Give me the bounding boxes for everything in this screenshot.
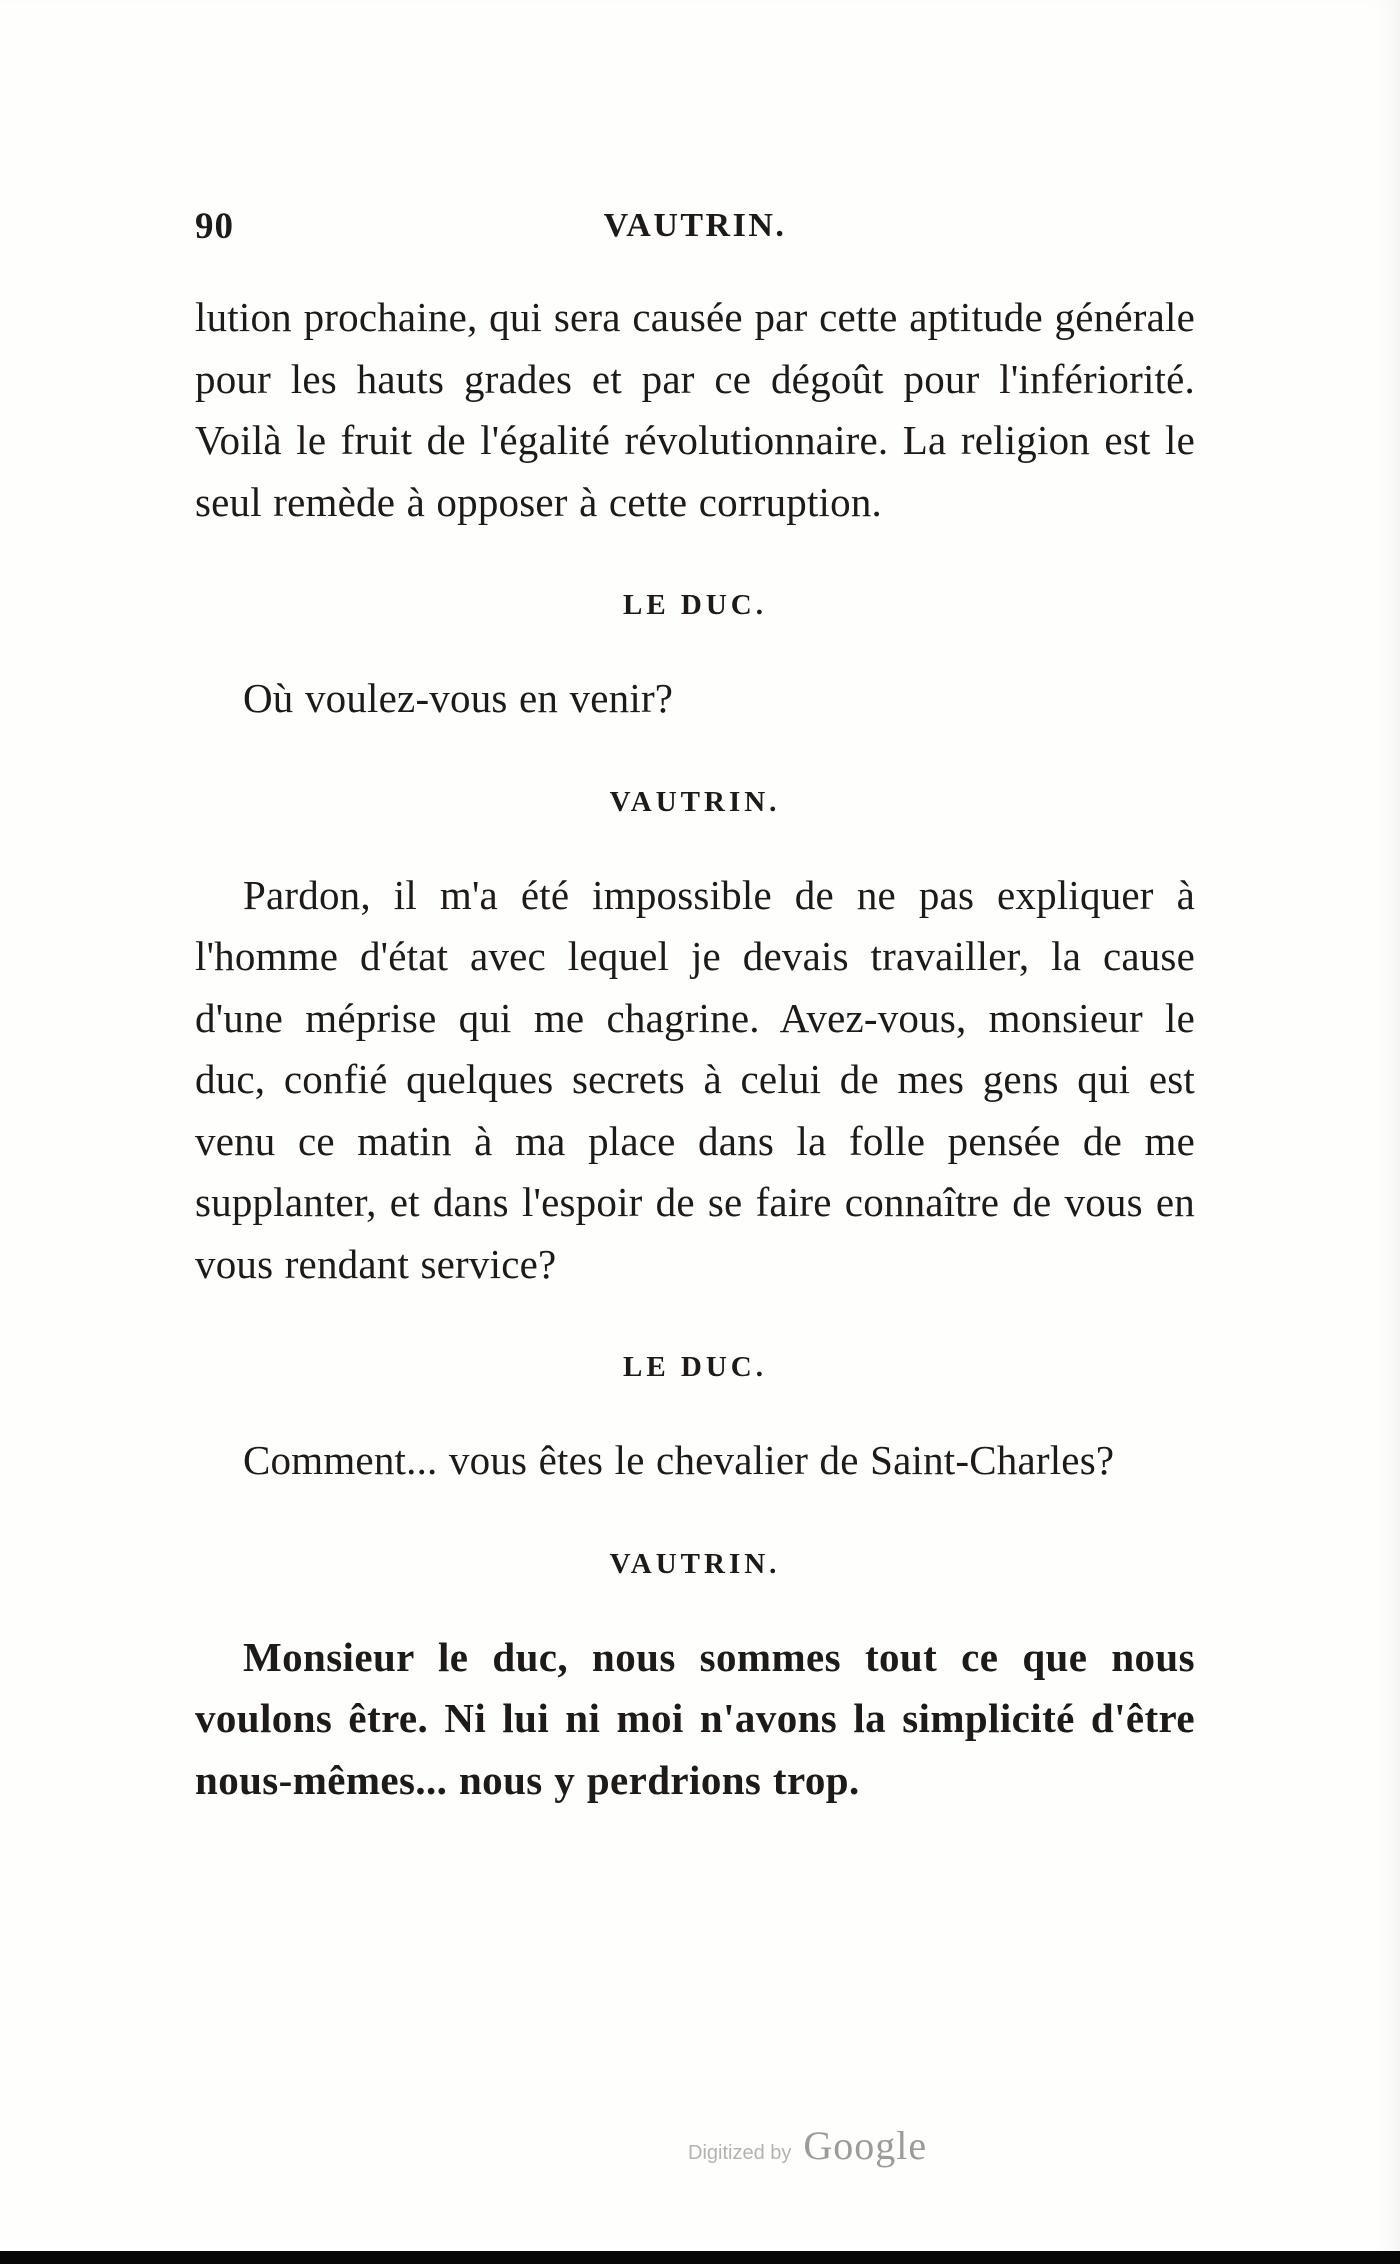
scan-edge-bar <box>0 2251 1400 2264</box>
speaker-heading: LE DUC. <box>622 589 767 621</box>
google-logo: Google <box>803 2123 928 2168</box>
paragraph: Monsieur le duc, nous sommes tout ce que nous voulons être. Ni lui ni moi n'avons la simplicité d'être nous-mêmes... nous y perdrions trop. <box>195 1633 1195 1803</box>
paragraph: Où voulez-vous en venir? <box>243 675 674 721</box>
text-block <box>195 287 1195 1811</box>
paragraph: Pardon, il m'a été impossible de ne pas expliquer à l'homme d'état avec lequel je devais travailler, la cause d'une méprise qui me chagrine. Avez-vous, monsieur le duc, confié quelques secrets à celui de mes gens qui est venu ce matin à ma place dans la folle pensée de me supplanter, et dans l'espoir de se faire connaître de vous en vous rendant service? <box>195 871 1195 1287</box>
page-number: 90 <box>195 206 234 247</box>
paragraph: Comment... vous êtes le chevalier de Saint-Charles? <box>243 1437 1115 1483</box>
running-title: VAUTRIN. <box>603 207 787 244</box>
google-watermark <box>688 2122 927 2169</box>
page-header <box>195 205 1195 257</box>
digitized-by-label: Digitized by <box>688 2142 792 2164</box>
speaker-heading: VAUTRIN. <box>609 785 781 818</box>
paragraph: lution prochaine, qui sera causée par cette aptitude générale pour les hauts grades et par ce dégoût pour l'infériorité. Voilà le fruit de l'égalité révolutionnaire. La religion est le seul remède à opposer à cette corruption. <box>195 294 1195 525</box>
speaker-heading: VAUTRIN. <box>609 1547 781 1580</box>
speaker-heading: LE DUC. <box>622 1351 767 1383</box>
